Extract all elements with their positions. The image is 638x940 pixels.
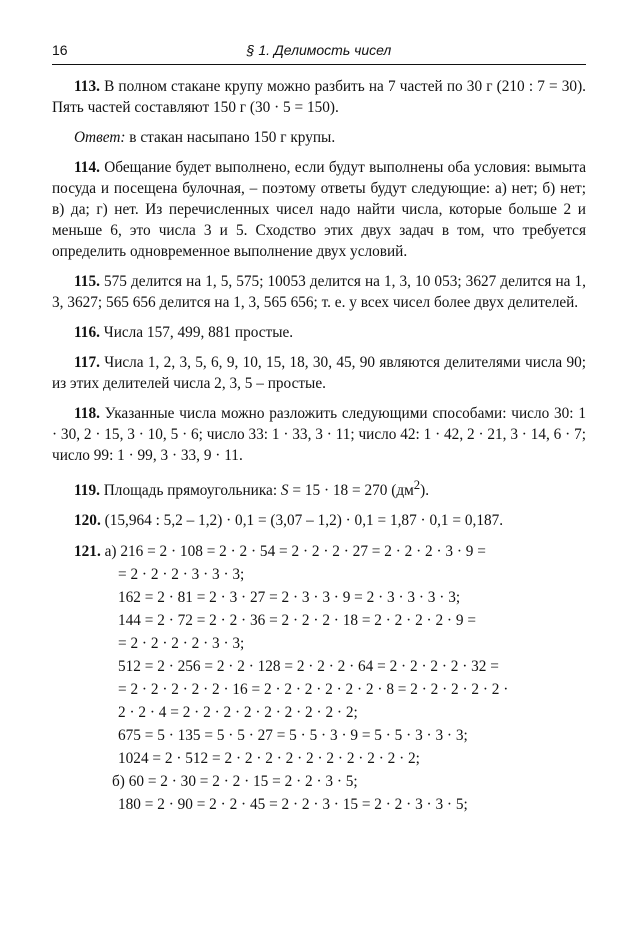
problem-117 — [52, 352, 586, 394]
variable-s: S — [280, 482, 289, 500]
problem-text: В полном стакане крупу можно разбить на 7 частей по 30 г (210 : 7 = 30). Пять частей составляют 150 г (30 · 5 = 150). — [52, 78, 586, 116]
problem-number: 116. — [74, 324, 100, 341]
problem-text: = 15 · 18 = 270 (дм — [288, 482, 414, 500]
problem-114 — [52, 157, 586, 262]
problem-113-answer — [52, 127, 586, 148]
problem-number: 119. — [74, 482, 100, 500]
equation-line: = 2 · 2 · 2 · 3 · 3 · 3; — [118, 566, 245, 584]
problem-text: ). — [420, 482, 430, 500]
equation-line: б) 60 = 2 · 30 = 2 · 2 · 15 = 2 · 2 · 3 · 5; — [112, 773, 358, 791]
problem-number: 120. — [74, 512, 101, 530]
answer-label: Ответ: — [74, 129, 126, 146]
problem-116 — [52, 322, 586, 343]
equation-line: 162 = 2 · 81 = 2 · 3 · 27 = 2 · 3 · 3 · 9 = 2 · 3 · 3 · 3 · 3; — [118, 589, 461, 607]
problem-number: 121. — [74, 543, 101, 561]
problem-120 — [52, 510, 586, 531]
equation-line: а) 216 = 2 · 108 = 2 · 2 · 54 = 2 · 2 · 2 · 27 = 2 · 2 · 2 · 3 · 9 = — [100, 543, 486, 561]
equation-line: 512 = 2 · 256 = 2 · 2 · 128 = 2 · 2 · 2 · 64 = 2 · 2 · 2 · 2 · 32 = — [118, 658, 499, 676]
problem-number: 115. — [74, 273, 100, 290]
answer-text: в стакан насыпано 150 г крупы. — [125, 129, 336, 146]
problem-119 — [52, 475, 586, 501]
page-content — [52, 76, 586, 816]
equation-line: 1024 = 2 · 512 = 2 · 2 · 2 · 2 · 2 · 2 · 2 · 2 · 2 · 2; — [118, 750, 420, 768]
equation-line: 675 = 5 · 135 = 5 · 5 · 27 = 5 · 5 · 3 · 9 = 5 · 5 · 3 · 3 · 3; — [118, 727, 468, 745]
equation-line: 144 = 2 · 72 = 2 · 2 · 36 = 2 · 2 · 2 · 18 = 2 · 2 · 2 · 2 · 9 = — [118, 612, 476, 630]
page-number: 16 — [52, 42, 68, 58]
problem-number: 113. — [74, 78, 100, 95]
problem-118 — [52, 403, 586, 466]
equation-line: = 2 · 2 · 2 · 2 · 2 · 16 = 2 · 2 · 2 · 2 · 2 · 2 · 8 = 2 · 2 · 2 · 2 · 2 · — [118, 681, 509, 699]
problem-text: 575 делится на 1, 5, 575; 10053 делится на 1, 3, 10 053; 3627 делится на 1, 3, 3627; 565 656 делится на 1, 3, 565 656; т. е. у всех чисел более двух делителей. — [52, 273, 586, 311]
problem-number: 114. — [74, 159, 100, 176]
problem-text: Числа 157, 499, 881 простые. — [99, 324, 294, 341]
problem-text: Указанные числа можно разложить следующими способами: число 30: 1 · 30, 2 · 15, 3 · 10, 5 · 6; число 33: 1 · 33, 3 · 11; число 42: 1 · 42, 2 · 21, 3 · 14, 6 · 7; число 99: 1 · 99, 3 · 33, 9 · 11. — [52, 405, 586, 464]
problem-text: Числа 1, 2, 3, 5, 6, 9, 10, 15, 18, 30, 45, 90 являются делителями числа 90; из этих делителей числа 2, 3, 5 – простые. — [52, 354, 586, 392]
problem-121-line — [52, 540, 586, 563]
page-header — [52, 40, 586, 65]
superscript: 2 — [413, 478, 421, 492]
section-title: § 1. Делимость чисел — [246, 42, 392, 58]
problem-115 — [52, 271, 586, 313]
problem-text: Обещание будет выполнено, если будут выполнены оба условия: вымыта посуда и посещена булочная, – поэтому ответы будут следующие: а) нет; б) нет; в) да; г) нет. Из перечисленных чисел надо найти числа, которые больше 2 и меньше 6, это числа 3 и 5. Сходство этих двух задач в том, что требуется определить одновременное выполнение двух условий. — [52, 159, 586, 260]
problem-121 — [52, 540, 586, 816]
equation-line: 2 · 2 · 4 = 2 · 2 · 2 · 2 · 2 · 2 · 2 · 2 · 2; — [118, 704, 358, 722]
equation-line: = 2 · 2 · 2 · 2 · 3 · 3; — [118, 635, 245, 653]
problem-text: Площадь прямоугольника: — [99, 482, 281, 500]
problem-text: (15,964 : 5,2 – 1,2) · 0,1 = (3,07 – 1,2) · 0,1 = 1,87 · 0,1 = 0,187. — [100, 512, 504, 530]
problem-number: 117. — [74, 354, 100, 371]
problem-number: 118. — [74, 405, 100, 422]
equation-line: 180 = 2 · 90 = 2 · 2 · 45 = 2 · 2 · 3 · 15 = 2 · 2 · 3 · 3 · 5; — [118, 796, 468, 814]
problem-113 — [52, 76, 586, 118]
